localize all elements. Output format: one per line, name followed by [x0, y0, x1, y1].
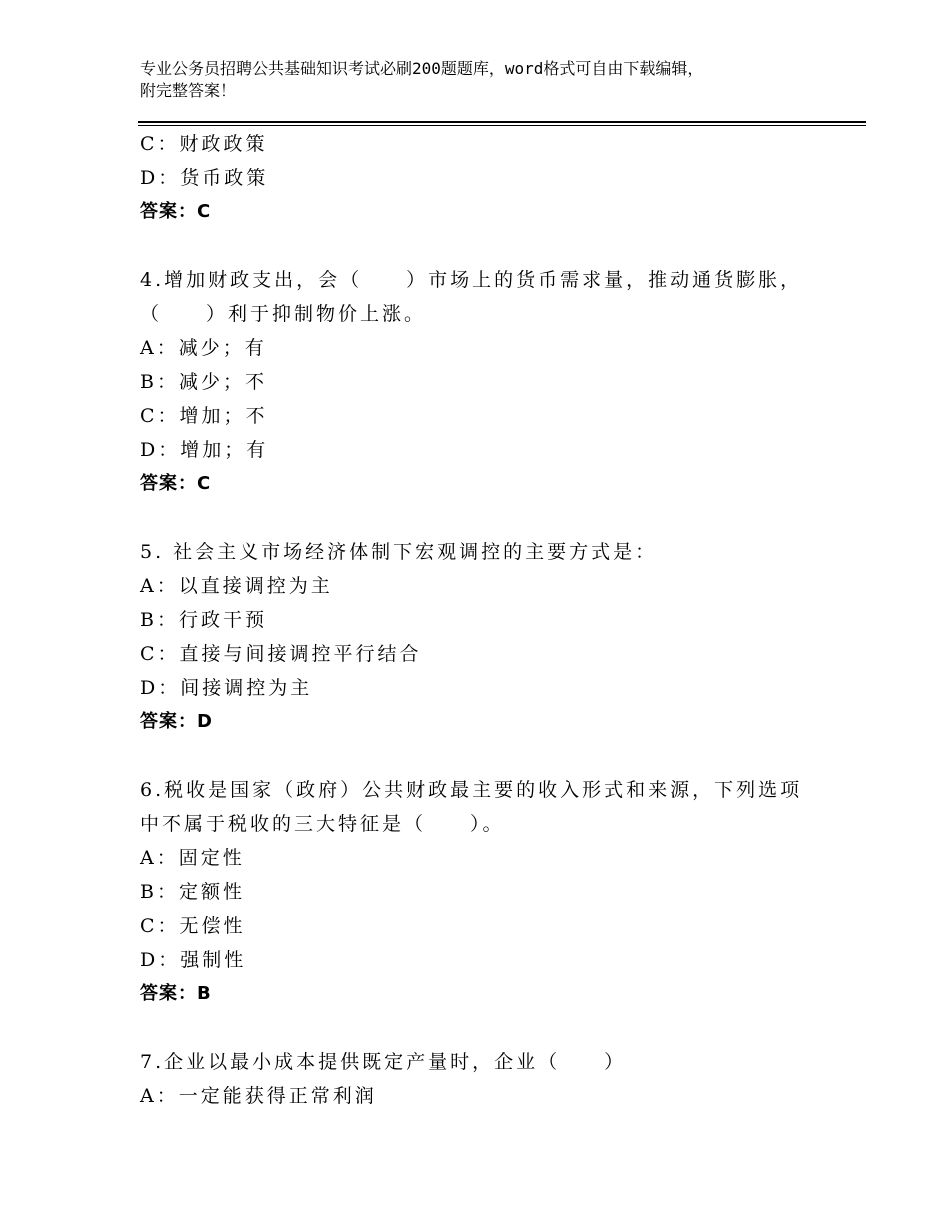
- question-6: [140, 773, 840, 1011]
- spacer: [140, 501, 840, 535]
- answer-line: 答案：D: [140, 711, 213, 732]
- document-header: [140, 58, 820, 102]
- option-a: A：一定能获得正常利润: [140, 1085, 377, 1107]
- option-d: D：强制性: [140, 949, 247, 971]
- option-b: B：减少；不: [140, 371, 267, 393]
- option-c: C：直接与间接调控平行结合: [140, 643, 422, 665]
- header-line-1: 专业公务员招聘公共基础知识考试必刷200题题库，word格式可自由下载编辑，: [140, 59, 704, 78]
- option-a: A：固定性: [140, 847, 245, 869]
- spacer: [140, 229, 840, 263]
- spacer: [140, 1011, 840, 1045]
- question-7: [140, 1045, 840, 1113]
- option-d: D：增加；有: [140, 439, 269, 461]
- question-stem: 4.增加财政支出，会（ ）市场上的货币需求量，推动通货膨胀，: [140, 269, 803, 291]
- document-body: [140, 127, 840, 1113]
- option-a: A：以直接调控为主: [140, 575, 333, 597]
- spacer: [140, 739, 840, 773]
- question-stem: 6.税收是国家（政府）公共财政最主要的收入形式和来源，下列选项: [140, 779, 803, 801]
- option-c: C：增加；不: [140, 405, 268, 427]
- question-stem: 7.企业以最小成本提供既定产量时，企业（ ）: [140, 1051, 627, 1073]
- option-d: D：间接调控为主: [140, 677, 313, 699]
- option-a: A：减少；有: [140, 337, 267, 359]
- question-stem: 5. 社会主义市场经济体制下宏观调控的主要方式是：: [140, 541, 658, 563]
- answer-line: 答案：C: [140, 473, 212, 494]
- header-rule-thick: [138, 121, 866, 123]
- question-stem-continued: 中不属于税收的三大特征是（ ）。: [140, 813, 505, 835]
- option-d: D：货币政策: [140, 167, 269, 189]
- answer-line: 答案：B: [140, 983, 212, 1004]
- answer-line: 答案：C: [140, 201, 212, 222]
- question-stem-continued: （ ）利于抑制物价上涨。: [140, 303, 427, 325]
- option-b: B：行政干预: [140, 609, 267, 631]
- question-4: [140, 263, 840, 501]
- question-5: [140, 535, 840, 739]
- option-b: B：定额性: [140, 881, 245, 903]
- question-fragment: [140, 127, 840, 229]
- header-line-2: 附完整答案！: [140, 81, 237, 100]
- option-c: C：财政政策: [140, 133, 268, 155]
- option-c: C：无偿性: [140, 915, 246, 937]
- header-rule-thin: [138, 125, 866, 126]
